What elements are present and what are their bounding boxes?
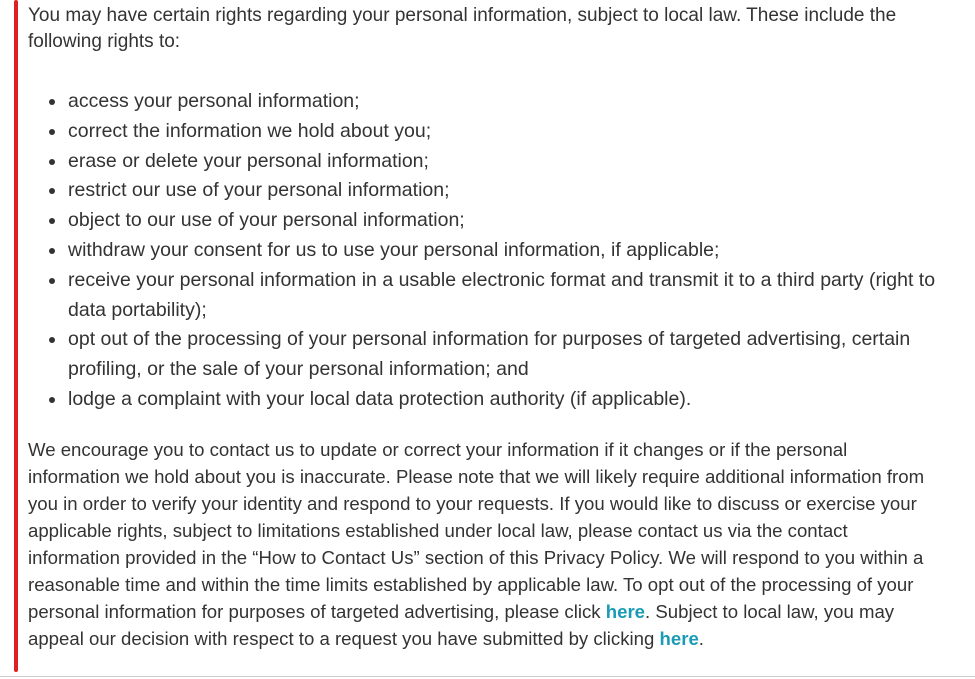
section-content: [28, 3, 958, 652]
contact-paragraph: [28, 436, 943, 652]
list-item: correct the information we hold about you;: [68, 117, 958, 147]
opt-out-link[interactable]: here: [605, 600, 646, 622]
rights-list: [28, 87, 958, 415]
divider: [0, 676, 975, 677]
paragraph-text: . Subject to local law, you may appeal our decision with respect to a request you have submitted by clicking: [28, 600, 895, 649]
list-item: erase or delete your personal information;: [68, 147, 958, 177]
highlight-bar: [14, 0, 18, 672]
list-item: receive your personal information in a usable electronic format and transmit it to a third party (right to data portability);: [68, 266, 958, 326]
list-item: object to our use of your personal information;: [68, 206, 958, 236]
intro-text: You may have certain rights regarding your personal information, subject to local law. These include the following rights to:: [28, 5, 897, 52]
paragraph-text: .: [698, 627, 704, 649]
appeal-link[interactable]: here: [659, 627, 699, 649]
list-item: withdraw your consent for us to use your personal information, if applicable;: [68, 236, 958, 266]
list-item: opt out of the processing of your personal information for purposes of targeted advertising, certain profiling, or the sale of your personal information; and: [68, 325, 958, 385]
list-item: restrict our use of your personal information;: [68, 176, 958, 206]
list-item: lodge a complaint with your local data protection authority (if applicable).: [68, 385, 958, 415]
list-item: access your personal information;: [68, 87, 958, 117]
paragraph-text: We encourage you to contact us to update or correct your information if it changes or if the personal information we hold about you is inaccurate. Please note that we will likely require additional information from you in order to verify your identity and respond to your requests. If you would like to discuss or exercise your applicable rights, subject to limitations established under local law, please contact us via the contact information provided in the “How to Contact Us” section of this Privacy Policy. We will respond to you within a reasonable time and within the time limits established by applicable law. To opt out of the processing of your personal information for purposes of targeted advertising, please click: [28, 438, 925, 622]
